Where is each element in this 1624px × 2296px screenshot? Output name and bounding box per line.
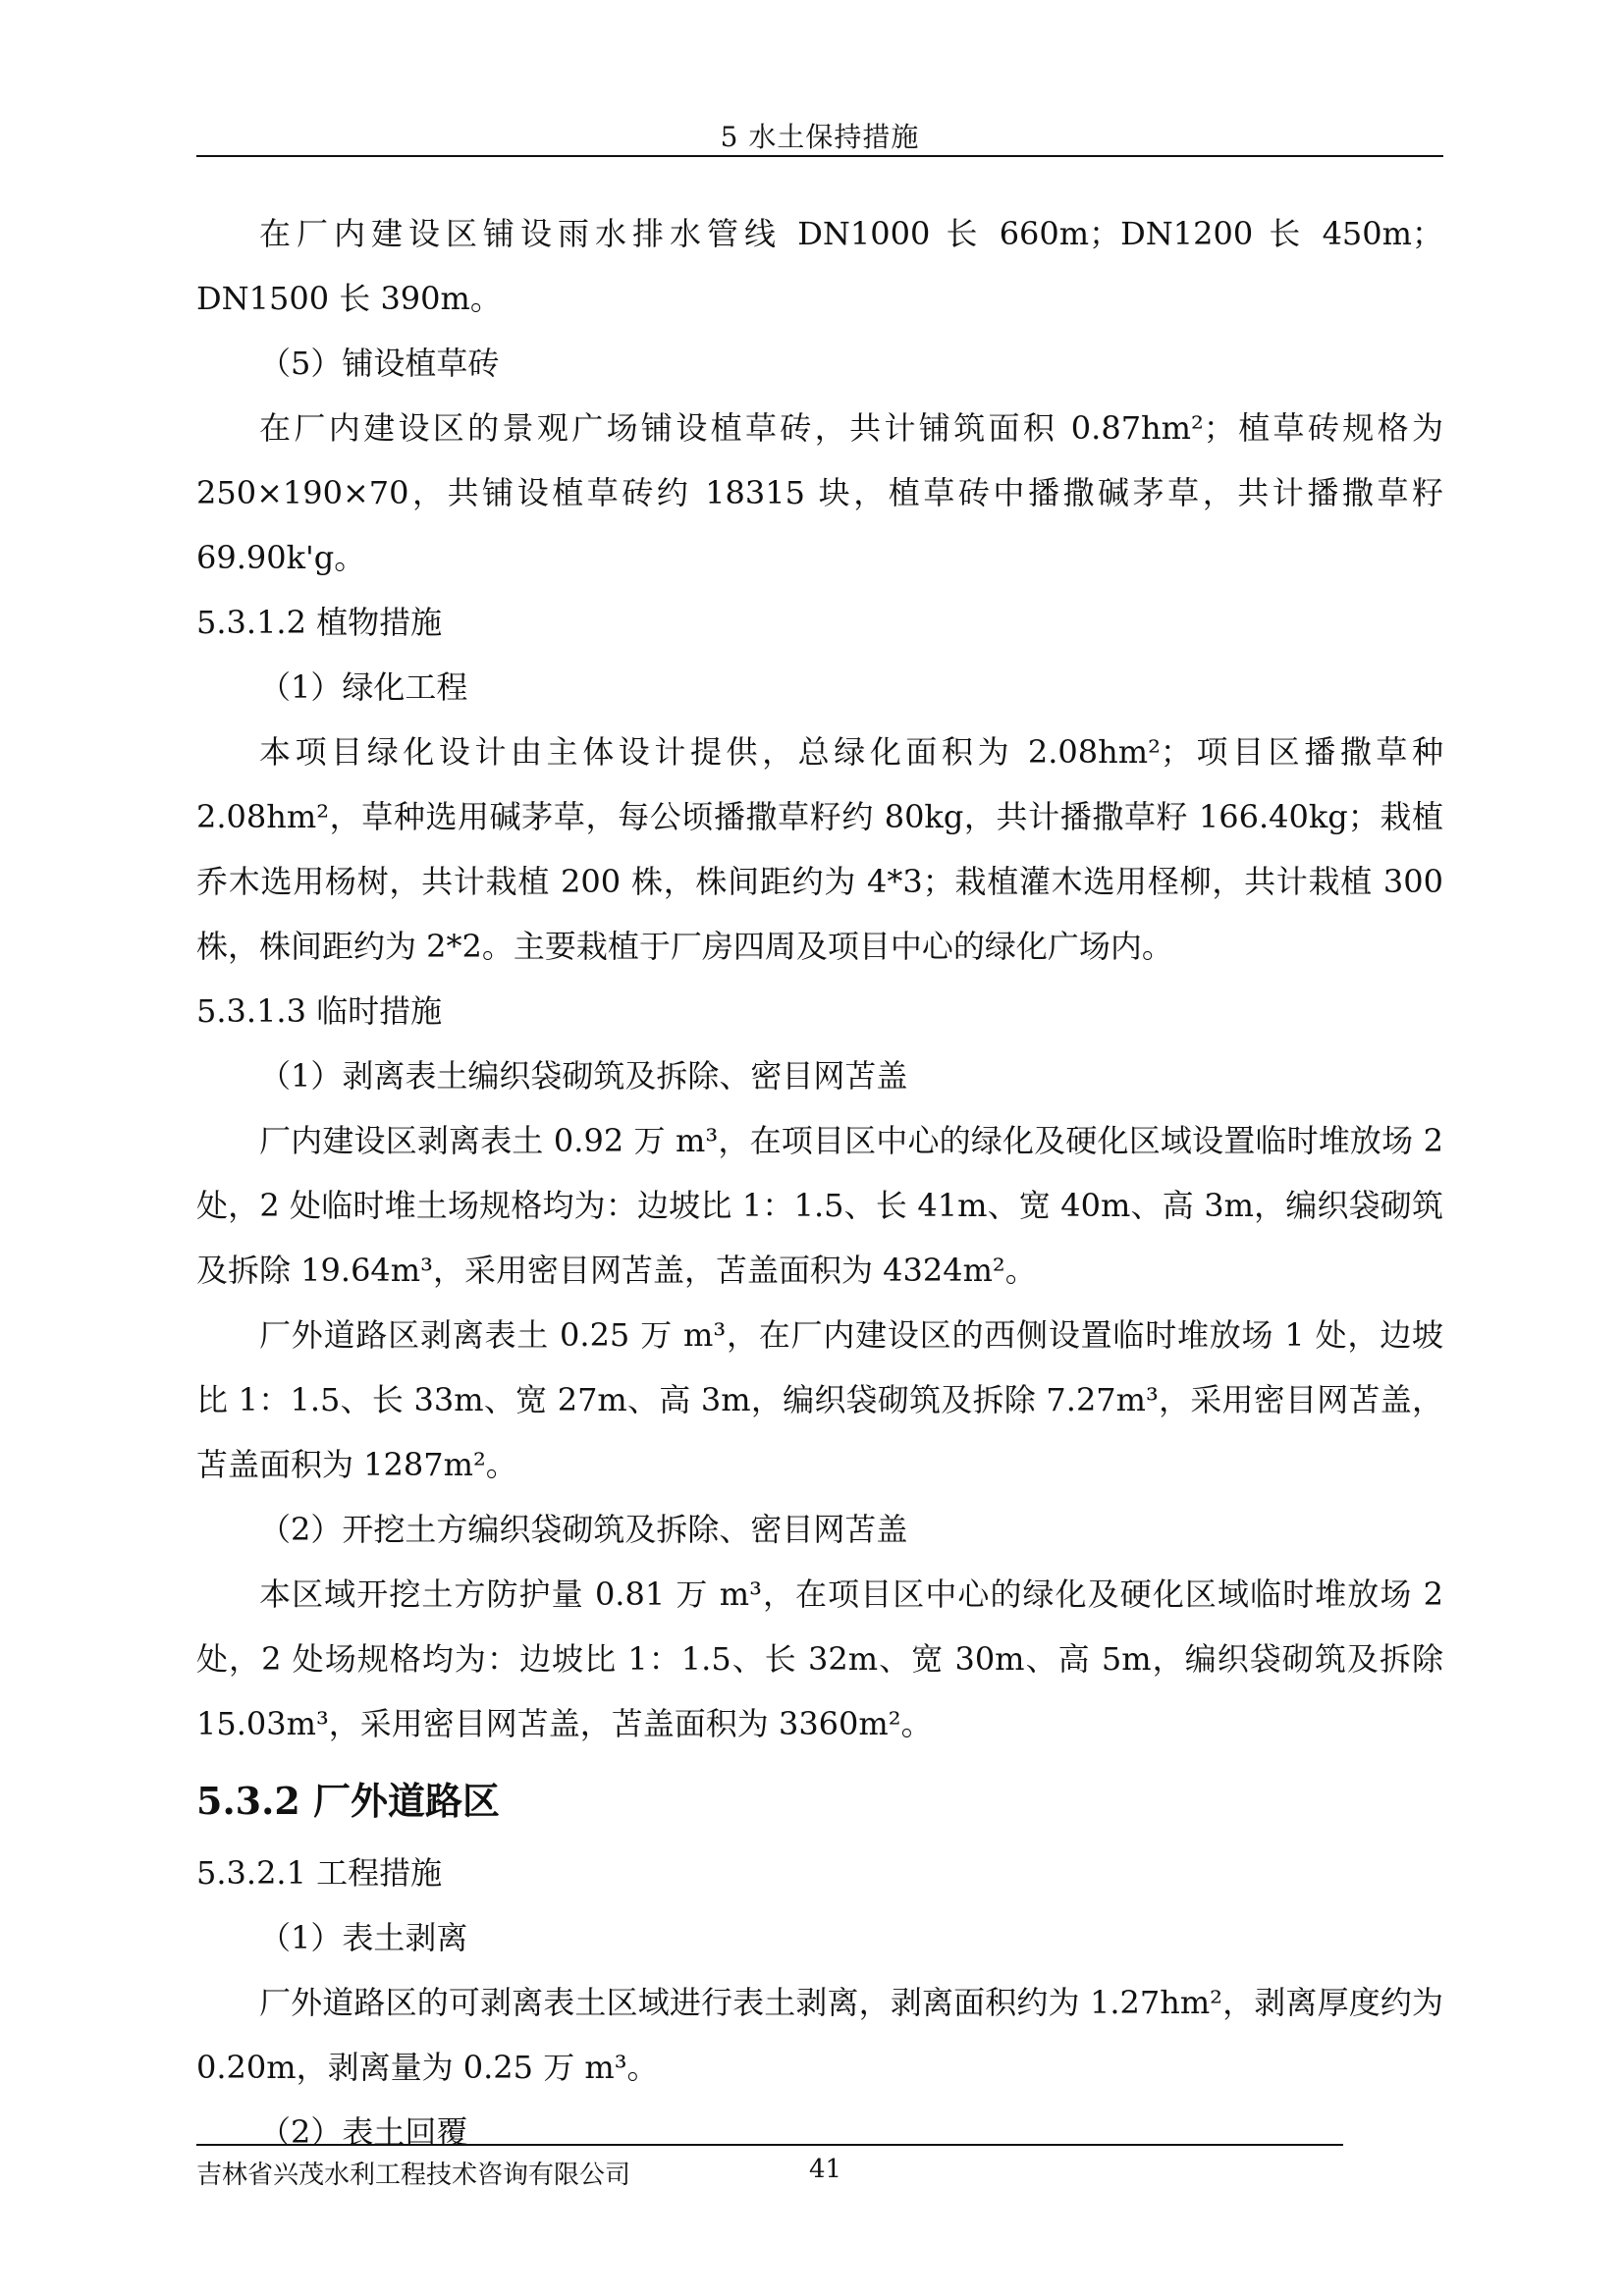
paragraph-road-topsoil: 厂外道路区剥离表土 0.25 万 m³，在厂内建设区的西侧设置临时堆放场 1 处，边坡比 1：1.5、长 33m、宽 27m、高 3m，编织袋砌筑及拆除 7.27m³，采用密目网苫盖，苫盖面积为 1287m²。 [196,1316,1443,1483]
item-greening-heading: （1）绿化工程 [259,668,468,706]
section-heading-5-3-2: 5.3.2 厂外道路区 [196,1779,501,1823]
paragraph-grass-bricks: 在厂内建设区的景观广场铺设植草砖，共计铺筑面积 0.87hm²；植草砖规格为 250×190×70，共铺设植草砖约 18315 块，植草砖中播撒碱茅草，共计播撒草籽 69.90k'g。 [196,409,1443,576]
header-divider [196,155,1443,157]
page-number: 41 [809,2155,842,2184]
section-heading-5-3-1-3: 5.3.1.3 临时措施 [196,992,443,1030]
section-heading-5-3-2-1: 5.3.2.1 工程措施 [196,1854,443,1892]
paragraph-topsoil-stripping: 厂外道路区的可剥离表土区域进行表土剥离，剥离面积约为 1.27hm²，剥离厚度约为 0.20m，剥离量为 0.25 万 m³。 [196,1984,1443,2086]
item-grass-bricks-heading: （5）铺设植草砖 [259,345,500,382]
item-topsoil-stripping-heading: （1）表土剥离 [259,1919,468,1956]
footer-company-name: 吉林省兴茂水利工程技术咨询有限公司 [196,2161,631,2190]
footer-divider [196,2144,1343,2146]
paragraph-excavation: 本区域开挖土方防护量 0.81 万 m³，在项目区中心的绿化及硬化区域临时堆放场 2 处，2 处场规格均为：边坡比 1：1.5、长 32m、宽 30m、高 5m，编织袋砌筑及拆除 15.03m³，采用密目网苫盖，苫盖面积为 3360m²。 [196,1575,1443,1742]
item-excavation-bags-heading: （2）开挖土方编织袋砌筑及拆除、密目网苫盖 [259,1511,908,1548]
page-header-title: 5 水土保持措施 [720,121,920,153]
paragraph-greening: 本项目绿化设计由主体设计提供，总绿化面积为 2.08hm²；项目区播撒草种 2.08hm²，草种选用碱茅草，每公顷播撒草籽约 80kg，共计播撒草籽 166.40kg；栽植乔木选用杨树，共计栽植 200 株，株间距约为 4*3；栽植灌木选用柽柳，共计栽植 300 株，株间距约为 2*2。主要栽植于厂房四周及项目中心的绿化广场内。 [196,733,1443,965]
document-body [196,201,1443,2164]
paragraph-plant-topsoil: 厂内建设区剥离表土 0.92 万 m³，在项目区中心的绿化及硬化区域设置临时堆放场 2 处，2 处临时堆土场规格均为：边坡比 1：1.5、长 41m、宽 40m、高 3m，编织袋砌筑及拆除 19.64m³，采用密目网苫盖，苫盖面积为 4324m²。 [196,1122,1443,1289]
item-topsoil-backfill-heading: （2）表土回覆 [259,2113,468,2151]
paragraph-drainage-pipes: 在厂内建设区铺设雨水排水管线 DN1000 长 660m；DN1200 长 450m；DN1500 长 390m。 [196,215,1443,317]
section-heading-5-3-1-2: 5.3.1.2 植物措施 [196,604,443,641]
item-topsoil-bags-heading: （1）剥离表土编织袋砌筑及拆除、密目网苫盖 [259,1057,908,1095]
